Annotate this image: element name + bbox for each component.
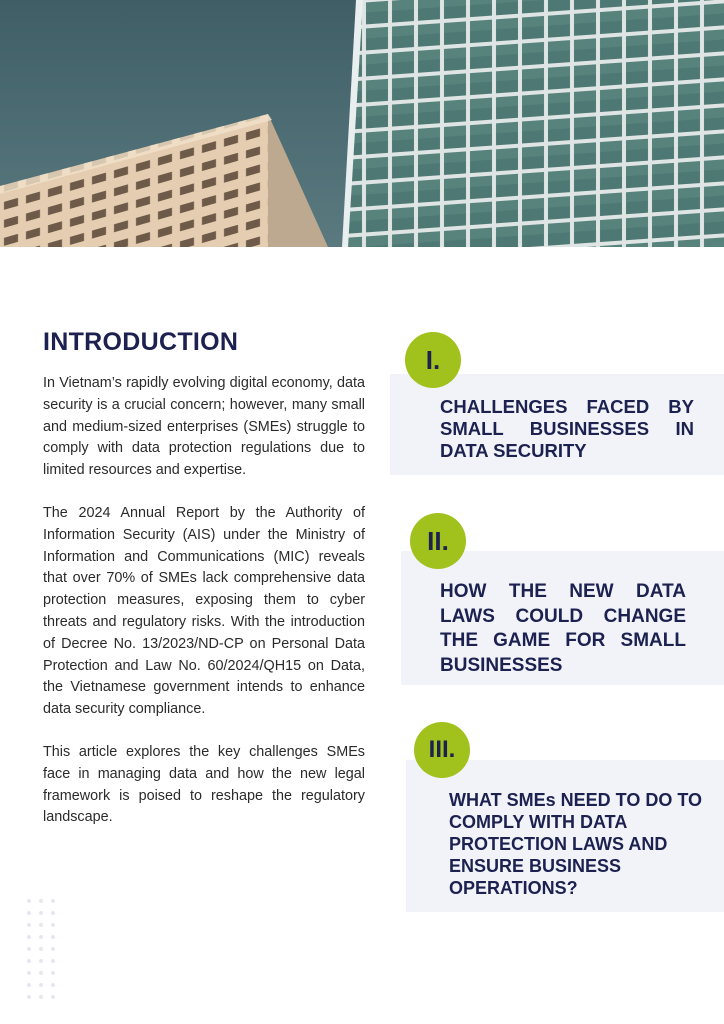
intro-title: INTRODUCTION	[43, 328, 239, 356]
section-heading: WHAT SMEs NEED TO DO TO COMPLY WITH DATA PROTECTION LAWS AND ENSURE BUSINESS OPERATIONS?	[449, 790, 703, 898]
section-heading: CHALLENGES FACED BY SMALL BUSINESSES IN DATA SECURITY	[440, 396, 694, 461]
intro-paragraph: This article explores the key challenges SMEs face in managing data and how the new legal framework is poised to reshape the regulatory landscape.	[43, 743, 365, 826]
buildings-illustration	[0, 0, 724, 247]
section-numeral-badge: II.	[410, 513, 466, 569]
section-heading: HOW THE NEW DATA LAWS COULD CHANGE THE GAME FOR SMALL BUSINESSES	[440, 581, 686, 676]
section-card-3	[406, 760, 724, 912]
section-card-1	[390, 374, 724, 475]
intro-body	[43, 373, 365, 850]
section-numeral-badge: I.	[405, 332, 461, 388]
section-numeral-badge: III.	[414, 722, 470, 778]
section-card-2	[401, 551, 724, 685]
intro-paragraph: In Vietnam’s rapidly evolving digital economy, data security is a crucial concern; however, many small and medium-sized enterprises (SMEs) struggle to comply with data protection regulations due to limited resources and expertise.	[43, 375, 365, 479]
dot-grid-decoration	[26, 898, 62, 1010]
hero-image	[0, 0, 724, 247]
intro-paragraph: The 2024 Annual Report by the Authority of Information Security (AIS) under the Ministry of Information and Communications (MIC) reveals that over 70% of SMEs lack comprehensive data protection measures, exposing them to cyber threats and regulatory risks. With the introduction of Decree No. 13/2023/ND-CP on Personal Data Protection and Law No. 60/2024/QH15 on Data, the Vietnamese government intends to enhance data security compliance.	[43, 504, 365, 718]
